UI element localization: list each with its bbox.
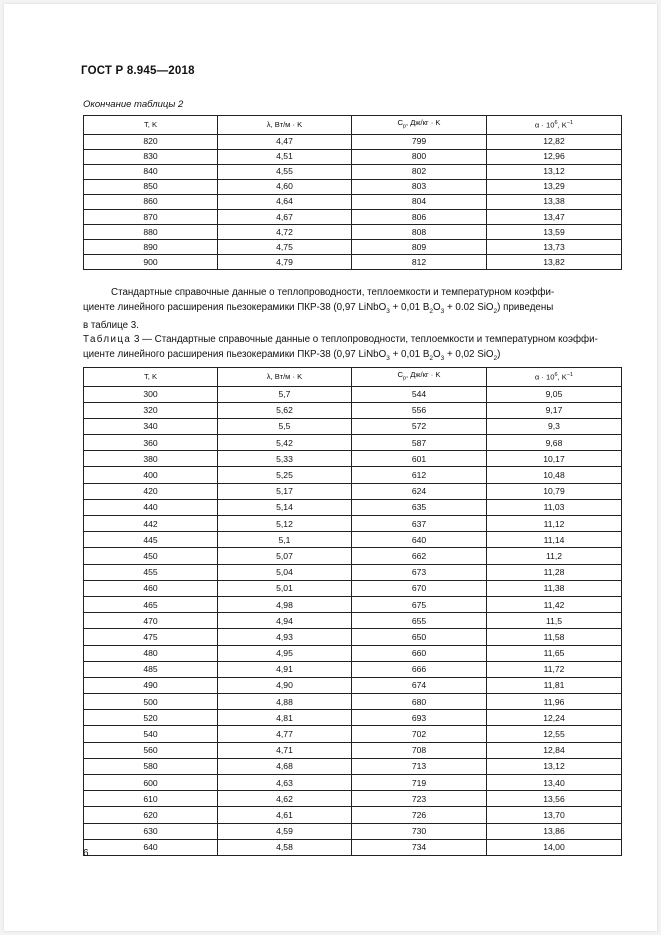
cell-temperature: 485 <box>84 661 218 677</box>
cell-temperature: 400 <box>84 467 218 483</box>
cell-expansion: 13,73 <box>487 240 622 255</box>
cell-heat-capacity: 655 <box>352 613 487 629</box>
cell-temperature: 580 <box>84 758 218 774</box>
cell-conductivity: 5,12 <box>218 516 352 532</box>
cell-heat-capacity: 730 <box>352 823 487 839</box>
cell-expansion: 13,56 <box>487 791 622 807</box>
cell-temperature: 360 <box>84 435 218 451</box>
cell-heat-capacity: 650 <box>352 629 487 645</box>
cell-temperature: 610 <box>84 791 218 807</box>
cell-conductivity: 4,55 <box>218 164 352 179</box>
cell-heat-capacity: 806 <box>352 209 487 224</box>
cell-conductivity: 4,98 <box>218 596 352 612</box>
table-row <box>84 548 622 564</box>
cell-heat-capacity: 635 <box>352 499 487 515</box>
table-row <box>84 823 622 839</box>
table-row <box>84 613 622 629</box>
cell-heat-capacity: 723 <box>352 791 487 807</box>
cell-temperature: 380 <box>84 451 218 467</box>
cell-temperature: 465 <box>84 596 218 612</box>
cell-expansion: 11,5 <box>487 613 622 629</box>
cell-temperature: 475 <box>84 629 218 645</box>
table-row <box>84 564 622 580</box>
table-row <box>84 451 622 467</box>
cell-conductivity: 4,77 <box>218 726 352 742</box>
cell-conductivity: 4,93 <box>218 629 352 645</box>
cell-temperature: 460 <box>84 580 218 596</box>
table-row <box>84 742 622 758</box>
cell-temperature: 600 <box>84 775 218 791</box>
table-row <box>84 839 622 855</box>
cell-conductivity: 5,14 <box>218 499 352 515</box>
cell-conductivity: 4,81 <box>218 710 352 726</box>
cell-expansion: 11,12 <box>487 516 622 532</box>
cell-heat-capacity: 674 <box>352 677 487 693</box>
table-row <box>84 164 622 179</box>
cell-temperature: 500 <box>84 694 218 710</box>
cell-temperature: 820 <box>84 134 218 149</box>
cell-heat-capacity: 666 <box>352 661 487 677</box>
table-row <box>84 677 622 693</box>
table-2 <box>83 115 622 270</box>
cell-conductivity: 4,64 <box>218 194 352 209</box>
table2-continuation-caption: Окончание таблицы 2 <box>83 99 184 110</box>
cell-heat-capacity: 544 <box>352 386 487 402</box>
table-row <box>84 710 622 726</box>
cell-heat-capacity: 693 <box>352 710 487 726</box>
cell-expansion: 13,38 <box>487 194 622 209</box>
cell-expansion: 12,55 <box>487 726 622 742</box>
cell-heat-capacity: 660 <box>352 645 487 661</box>
cell-temperature: 470 <box>84 613 218 629</box>
cell-expansion: 9,05 <box>487 386 622 402</box>
cell-conductivity: 5,17 <box>218 483 352 499</box>
cell-heat-capacity: 719 <box>352 775 487 791</box>
cell-conductivity: 5,33 <box>218 451 352 467</box>
cell-temperature: 445 <box>84 532 218 548</box>
table-row <box>84 402 622 418</box>
cell-temperature: 300 <box>84 386 218 402</box>
cell-conductivity: 4,95 <box>218 645 352 661</box>
table-row <box>84 532 622 548</box>
cell-expansion: 11,58 <box>487 629 622 645</box>
cell-expansion: 11,2 <box>487 548 622 564</box>
cell-temperature: 320 <box>84 402 218 418</box>
cell-conductivity: 4,58 <box>218 839 352 855</box>
cell-conductivity: 4,51 <box>218 149 352 164</box>
cell-heat-capacity: 726 <box>352 807 487 823</box>
cell-expansion: 14,00 <box>487 839 622 855</box>
cell-conductivity: 4,59 <box>218 823 352 839</box>
col-header-expansion: $\alpha \cdot 10^6$, $K^{-1}$ <box>487 116 622 135</box>
col-header-heat-capacity: $C_p$, Дж/кг · K <box>352 116 487 135</box>
cell-temperature: 870 <box>84 209 218 224</box>
table-row <box>84 418 622 434</box>
cell-expansion: 9,3 <box>487 418 622 434</box>
cell-conductivity: 4,75 <box>218 240 352 255</box>
cell-expansion: 11,28 <box>487 564 622 580</box>
cell-temperature: 455 <box>84 564 218 580</box>
cell-heat-capacity: 572 <box>352 418 487 434</box>
cell-conductivity: 4,72 <box>218 225 352 240</box>
cell-heat-capacity: 799 <box>352 134 487 149</box>
cell-heat-capacity: 734 <box>352 839 487 855</box>
cell-expansion: 13,29 <box>487 179 622 194</box>
cell-temperature: 620 <box>84 807 218 823</box>
cell-temperature: 640 <box>84 839 218 855</box>
col-header-expansion: $\alpha \cdot 10^6$, $K^{-1}$ <box>487 368 622 387</box>
table-row <box>84 467 622 483</box>
body-paragraph: Стандартные справочные данные о теплопроводности, теплоемкости и температурном коэффи- циенте линейного расширения пьезокерамики ПКР-38 (0,97 LiNbO$_3$ + 0,01 $B_2O_3 + 0.02$ SiO$_2$) приведены в таблице 3. <box>83 287 555 331</box>
cell-heat-capacity: 556 <box>352 402 487 418</box>
cell-expansion: 11,38 <box>487 580 622 596</box>
cell-conductivity: 4,62 <box>218 791 352 807</box>
cell-conductivity: 4,90 <box>218 677 352 693</box>
cell-expansion: 13,59 <box>487 225 622 240</box>
cell-expansion: 13,47 <box>487 209 622 224</box>
cell-temperature: 860 <box>84 194 218 209</box>
cell-heat-capacity: 670 <box>352 580 487 596</box>
table-row <box>84 435 622 451</box>
table-row <box>84 580 622 596</box>
cell-conductivity: 4,79 <box>218 255 352 270</box>
table-row <box>84 726 622 742</box>
cell-temperature: 830 <box>84 149 218 164</box>
cell-heat-capacity: 804 <box>352 194 487 209</box>
cell-temperature: 442 <box>84 516 218 532</box>
cell-expansion: 13,70 <box>487 807 622 823</box>
cell-conductivity: 4,61 <box>218 807 352 823</box>
table-row <box>84 694 622 710</box>
cell-expansion: 9,17 <box>487 402 622 418</box>
cell-temperature: 440 <box>84 499 218 515</box>
col-header-heat-capacity: $C_p$, Дж/кг · K <box>352 368 487 387</box>
cell-heat-capacity: 680 <box>352 694 487 710</box>
table-row <box>84 240 622 255</box>
document-header: ГОСТ Р 8.945—2018 <box>81 65 195 77</box>
cell-conductivity: 4,71 <box>218 742 352 758</box>
cell-conductivity: 5,42 <box>218 435 352 451</box>
cell-conductivity: 5,25 <box>218 467 352 483</box>
cell-expansion: 9,68 <box>487 435 622 451</box>
cell-heat-capacity: 812 <box>352 255 487 270</box>
cell-expansion: 13,12 <box>487 758 622 774</box>
cell-heat-capacity: 702 <box>352 726 487 742</box>
cell-heat-capacity: 708 <box>352 742 487 758</box>
table-row <box>84 516 622 532</box>
cell-heat-capacity: 809 <box>352 240 487 255</box>
table-3-body <box>84 386 622 855</box>
cell-conductivity: 4,68 <box>218 758 352 774</box>
cell-temperature: 520 <box>84 710 218 726</box>
cell-expansion: 11,65 <box>487 645 622 661</box>
cell-expansion: 11,81 <box>487 677 622 693</box>
cell-temperature: 480 <box>84 645 218 661</box>
table-header-row <box>84 116 622 135</box>
table-row <box>84 645 622 661</box>
cell-expansion: 13,86 <box>487 823 622 839</box>
cell-temperature: 540 <box>84 726 218 742</box>
table-row <box>84 149 622 164</box>
cell-conductivity: 4,67 <box>218 209 352 224</box>
cell-expansion: 10,48 <box>487 467 622 483</box>
table-row <box>84 483 622 499</box>
table-row <box>84 807 622 823</box>
table-row <box>84 134 622 149</box>
col-header-temperature: T, K <box>84 368 218 387</box>
table-row <box>84 596 622 612</box>
table-row <box>84 791 622 807</box>
cell-conductivity: 4,91 <box>218 661 352 677</box>
cell-temperature: 340 <box>84 418 218 434</box>
cell-heat-capacity: 673 <box>352 564 487 580</box>
cell-conductivity: 4,94 <box>218 613 352 629</box>
table-row <box>84 629 622 645</box>
cell-temperature: 890 <box>84 240 218 255</box>
cell-expansion: 13,12 <box>487 164 622 179</box>
cell-conductivity: 4,47 <box>218 134 352 149</box>
cell-heat-capacity: 612 <box>352 467 487 483</box>
cell-conductivity: 5,7 <box>218 386 352 402</box>
cell-heat-capacity: 662 <box>352 548 487 564</box>
cell-expansion: 13,82 <box>487 255 622 270</box>
cell-heat-capacity: 587 <box>352 435 487 451</box>
table-row <box>84 661 622 677</box>
table-header-row <box>84 368 622 387</box>
cell-temperature: 880 <box>84 225 218 240</box>
cell-heat-capacity: 637 <box>352 516 487 532</box>
cell-conductivity: 4,88 <box>218 694 352 710</box>
table-row <box>84 209 622 224</box>
cell-heat-capacity: 808 <box>352 225 487 240</box>
cell-conductivity: 5,1 <box>218 532 352 548</box>
cell-heat-capacity: 640 <box>352 532 487 548</box>
cell-expansion: 11,96 <box>487 694 622 710</box>
cell-conductivity: 4,60 <box>218 179 352 194</box>
cell-temperature: 420 <box>84 483 218 499</box>
cell-temperature: 850 <box>84 179 218 194</box>
cell-heat-capacity: 803 <box>352 179 487 194</box>
cell-expansion: 13,40 <box>487 775 622 791</box>
cell-temperature: 630 <box>84 823 218 839</box>
cell-expansion: 11,72 <box>487 661 622 677</box>
page-number: 6 <box>83 848 89 859</box>
cell-expansion: 11,42 <box>487 596 622 612</box>
cell-temperature: 560 <box>84 742 218 758</box>
col-header-temperature: T, K <box>84 116 218 135</box>
document-page <box>4 4 657 931</box>
cell-conductivity: 4,63 <box>218 775 352 791</box>
cell-heat-capacity: 624 <box>352 483 487 499</box>
cell-heat-capacity: 675 <box>352 596 487 612</box>
cell-heat-capacity: 802 <box>352 164 487 179</box>
cell-heat-capacity: 601 <box>352 451 487 467</box>
cell-conductivity: 5,07 <box>218 548 352 564</box>
cell-expansion: 12,84 <box>487 742 622 758</box>
cell-temperature: 840 <box>84 164 218 179</box>
table-row <box>84 758 622 774</box>
cell-expansion: 11,14 <box>487 532 622 548</box>
cell-heat-capacity: 713 <box>352 758 487 774</box>
col-header-conductivity: λ, Вт/м · K <box>218 116 352 135</box>
table-row <box>84 775 622 791</box>
table-row <box>84 499 622 515</box>
cell-temperature: 490 <box>84 677 218 693</box>
cell-expansion: 10,17 <box>487 451 622 467</box>
cell-temperature: 900 <box>84 255 218 270</box>
table-row <box>84 179 622 194</box>
cell-expansion: 12,82 <box>487 134 622 149</box>
cell-conductivity: 5,01 <box>218 580 352 596</box>
cell-expansion: 11,03 <box>487 499 622 515</box>
cell-expansion: 12,24 <box>487 710 622 726</box>
cell-conductivity: 5,62 <box>218 402 352 418</box>
col-header-conductivity: λ, Вт/м · K <box>218 368 352 387</box>
table-row <box>84 194 622 209</box>
table-row <box>84 225 622 240</box>
cell-expansion: 12,96 <box>487 149 622 164</box>
cell-conductivity: 5,04 <box>218 564 352 580</box>
table-row <box>84 386 622 402</box>
cell-temperature: 450 <box>84 548 218 564</box>
table-3 <box>83 367 622 856</box>
cell-expansion: 10,79 <box>487 483 622 499</box>
table-2-body <box>84 134 622 270</box>
table3-caption: Таблица 3 — Стандартные справочные данные о теплопроводности, теплоемкости и температурном коэффи- циенте линейного расширения пьезокерамики ПКР-38 (0,97 LiNbO$_3$ + 0,01 $B_2O_3 + 0,02$ SiO$_2$) <box>83 334 598 362</box>
cell-heat-capacity: 800 <box>352 149 487 164</box>
table-row <box>84 255 622 270</box>
cell-conductivity: 5,5 <box>218 418 352 434</box>
